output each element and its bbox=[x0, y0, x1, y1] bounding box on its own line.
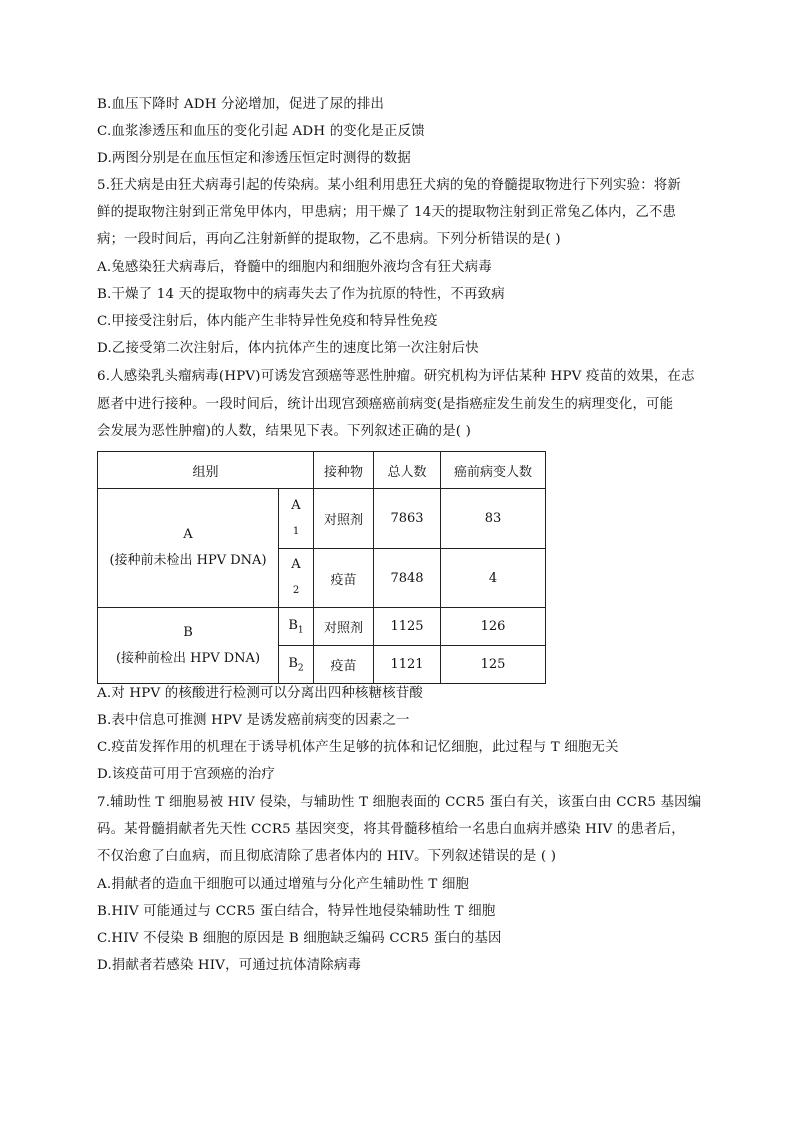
table-row bbox=[98, 489, 546, 549]
inoculum-cell: 疫苗 bbox=[314, 646, 374, 684]
subgroup-index: 2 bbox=[297, 663, 304, 674]
group-b-note: (接种前检出 HPV DNA) bbox=[115, 650, 261, 666]
q5-stem-line1: 5.狂犬病是由狂犬病毒引起的传染病。某小组利用患狂犬病的兔的脊髓提取物进行下列实验：将新 bbox=[97, 178, 681, 193]
group-a-note: (接种前未检出 HPV DNA) bbox=[109, 553, 267, 568]
cases-cell: 83 bbox=[441, 489, 546, 549]
q6-stem-line3: 会发展为恶性肿瘤)的人数，结果见下表。下列叙述正确的是( ) bbox=[97, 424, 472, 439]
subgroup-b2 bbox=[279, 646, 314, 684]
q5-stem-line2: 鲜的提取物注射到正常兔甲体内，甲患病；用干燥了 14天的提取物注射到正常兔乙体内，乙不患 bbox=[97, 205, 677, 220]
subgroup-index: 2 bbox=[292, 585, 300, 596]
header-total: 总人数 bbox=[374, 452, 441, 489]
header-inoculum: 接种物 bbox=[314, 452, 374, 489]
subgroup-letter: A bbox=[291, 497, 301, 513]
cases-cell: 125 bbox=[441, 646, 546, 684]
inoculum-cell: 疫苗 bbox=[314, 549, 374, 608]
q6-stem-line2: 愿者中进行接种。一段时间后，统计出现宫颈癌癌前病变(是指癌症发生前发生的病理变化，可能 bbox=[97, 397, 674, 412]
q6-option-b: B.表中信息可推测 HPV 是诱发癌前病变的因素之一 bbox=[97, 713, 410, 728]
q7-stem-line2: 码。某骨髓捐献者先天性 CCR5 基因突变，将其骨髓移植给一名患白血病并感染 HIV 的患者后， bbox=[97, 822, 685, 837]
cases-cell: 126 bbox=[441, 608, 546, 646]
q7-option-d: D.捐献者若感染 HIV，可通过抗体清除病毒 bbox=[97, 958, 362, 973]
q7-option-b: B.HIV 可能通过与 CCR5 蛋白结合，特异性地侵染辅助性 T 细胞 bbox=[97, 904, 496, 919]
subgroup-index: 1 bbox=[297, 625, 304, 636]
q5-option-a: A.兔感染狂犬病毒后，脊髓中的细胞内和细胞外液均含有狂犬病毒 bbox=[97, 260, 492, 275]
q4-option-d: D.两图分别是在血压恒定和渗透压恒定时测得的数据 bbox=[97, 151, 411, 166]
inoculum-cell: 对照剂 bbox=[314, 608, 374, 646]
table-header-row bbox=[98, 452, 546, 489]
total-cell: 1125 bbox=[374, 608, 441, 646]
q7-option-a: A.捐献者的造血干细胞可以通过增殖与分化产生辅助性 T 细胞 bbox=[97, 877, 470, 892]
q5-option-c: C.甲接受注射后，体内能产生非特异性免疫和特异性免疫 bbox=[97, 314, 438, 329]
q5-option-d: D.乙接受第二次注射后，体内抗体产生的速度比第一次注射后快 bbox=[97, 341, 479, 356]
q6-option-c: C.疫苗发挥作用的机理在于诱导机体产生足够的抗体和记忆细胞，此过程与 T 细胞无关 bbox=[97, 740, 619, 755]
subgroup-b1 bbox=[279, 608, 314, 646]
hpv-results-table bbox=[97, 451, 546, 684]
q6-stem-line1: 6.人感染乳头瘤病毒(HPV)可诱发宫颈癌等恶性肿瘤。研究机构为评估某种 HPV 疫苗的效果，在志 bbox=[97, 369, 695, 384]
total-cell: 1121 bbox=[374, 646, 441, 684]
q6-option-d: D.该疫苗可用于宫颈癌的治疗 bbox=[97, 767, 276, 782]
table-row bbox=[98, 608, 546, 646]
group-b-label: B bbox=[183, 624, 193, 640]
total-cell: 7848 bbox=[374, 549, 441, 608]
subgroup-letter: B bbox=[288, 655, 298, 671]
total-cell: 7863 bbox=[374, 489, 441, 549]
q5-option-b: B.干燥了 14 天的提取物中的病毒失去了作为抗原的特性，不再致病 bbox=[97, 287, 505, 302]
inoculum-cell: 对照剂 bbox=[314, 489, 374, 549]
header-group: 组别 bbox=[98, 452, 314, 489]
group-a-label: A bbox=[183, 527, 193, 542]
q7-stem-line1: 7.辅助性 T 细胞易被 HIV 侵染，与辅助性 T 细胞表面的 CCR5 蛋白有关，该蛋白由 CCR5 基因编 bbox=[97, 795, 702, 810]
group-b-cell bbox=[98, 608, 279, 684]
q7-stem-line3: 不仅治愈了白血病，而且彻底清除了患者体内的 HIV。下列叙述错误的是 ( ) bbox=[97, 849, 557, 864]
q4-option-c: C.血浆渗透压和血压的变化引起 ADH 的变化是正反馈 bbox=[97, 124, 425, 139]
q4-option-b: B.血压下降时 ADH 分泌增加，促进了尿的排出 bbox=[97, 97, 385, 112]
subgroup-index: 1 bbox=[292, 525, 300, 537]
subgroup-letter: B bbox=[288, 617, 298, 633]
header-cases: 癌前病变人数 bbox=[441, 452, 546, 489]
q7-option-c: C.HIV 不侵染 B 细胞的原因是 B 细胞缺乏编码 CCR5 蛋白的基因 bbox=[97, 931, 502, 946]
subgroup-letter: A bbox=[291, 557, 301, 572]
subgroup-a2 bbox=[279, 549, 314, 608]
cases-cell: 4 bbox=[441, 549, 546, 608]
q5-stem-line3: 病；一段时间后，再向乙注射新鲜的提取物，乙不患病。下列分析错误的是( ) bbox=[97, 232, 561, 247]
q6-option-a: A.对 HPV 的核酸进行检测可以分离出四种核糖核苷酸 bbox=[97, 686, 424, 701]
subgroup-a1 bbox=[279, 489, 314, 549]
group-a-cell bbox=[98, 489, 279, 608]
